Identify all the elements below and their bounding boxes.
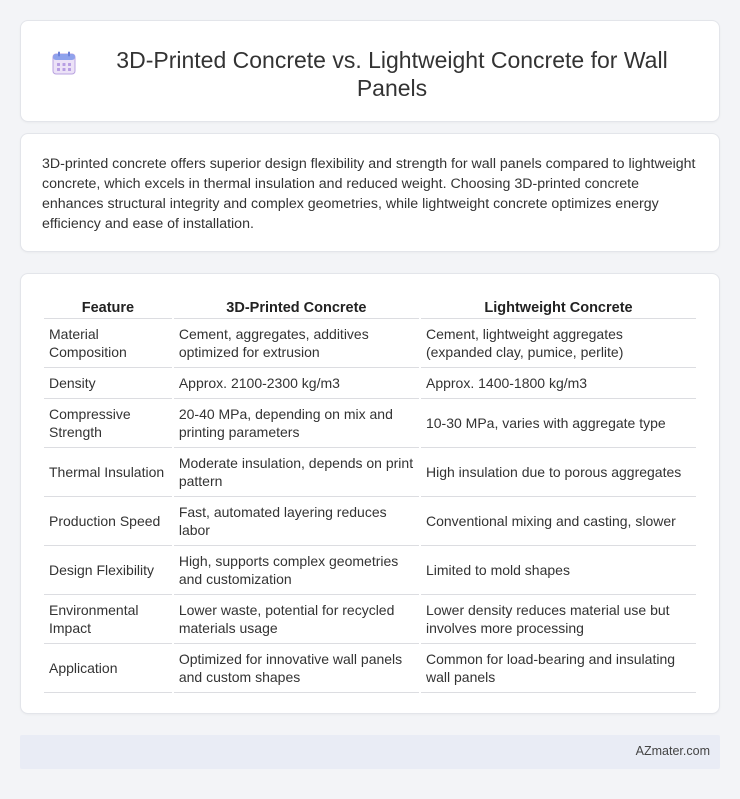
lightweight-cell: Conventional mixing and casting, slower [421,497,696,546]
feature-cell: Material Composition [44,319,172,368]
lightweight-cell: Approx. 1400-1800 kg/m3 [421,368,696,399]
table-row [44,319,696,368]
printed-cell: High, supports complex geometries and customization [174,546,419,595]
table-row [44,644,696,693]
table-row [44,546,696,595]
printed-cell: 20-40 MPa, depending on mix and printing parameters [174,399,419,448]
printed-cell: Cement, aggregates, additives optimized for extrusion [174,319,419,368]
comparison-table [42,297,698,693]
lightweight-cell: High insulation due to porous aggregates [421,448,696,497]
footer-source-link[interactable]: AZmater.com [635,744,710,758]
comparison-table-card [20,273,720,714]
page-title: 3D-Printed Concrete vs. Lightweight Concrete for Wall Panels [116,47,668,101]
table-row [44,595,696,644]
intro-card [20,133,720,252]
header-feature: Feature [44,297,172,319]
feature-cell: Density [44,368,172,399]
feature-cell: Design Flexibility [44,546,172,595]
feature-cell: Application [44,644,172,693]
feature-cell: Compressive Strength [44,399,172,448]
table-row [44,399,696,448]
table-row [44,497,696,546]
printed-cell: Approx. 2100-2300 kg/m3 [174,368,419,399]
feature-cell: Production Speed [44,497,172,546]
lightweight-cell: Lower density reduces material use but involves more processing [421,595,696,644]
lightweight-cell: Common for load-bearing and insulating wall panels [421,644,696,693]
table-header-row [44,297,696,319]
intro-paragraph: 3D-printed concrete offers superior design flexibility and strength for wall panels compared to lightweight concrete, which excels in thermal insulation and reduced weight. Choosing 3D-printed concrete enhances structural integrity and complex geometries, while lightweight concrete optimizes energy efficiency and ease of installation. [42,156,696,232]
table-row [44,448,696,497]
lightweight-cell: 10-30 MPa, varies with aggregate type [421,399,696,448]
printed-cell: Optimized for innovative wall panels and custom shapes [174,644,419,693]
lightweight-cell: Cement, lightweight aggregates (expanded clay, pumice, perlite) [421,319,696,368]
feature-cell: Environmental Impact [44,595,172,644]
feature-cell: Thermal Insulation [44,448,172,497]
header-lightweight-concrete: Lightweight Concrete [421,297,696,319]
footer-bar [20,735,720,769]
printed-cell: Moderate insulation, depends on print pattern [174,448,419,497]
lightweight-cell: Limited to mold shapes [421,546,696,595]
printed-cell: Fast, automated layering reduces labor [174,497,419,546]
calendar-icon [51,50,77,76]
header-3d-printed-concrete: 3D-Printed Concrete [174,297,419,319]
title-card [20,20,720,122]
table-row [44,368,696,399]
printed-cell: Lower waste, potential for recycled materials usage [174,595,419,644]
